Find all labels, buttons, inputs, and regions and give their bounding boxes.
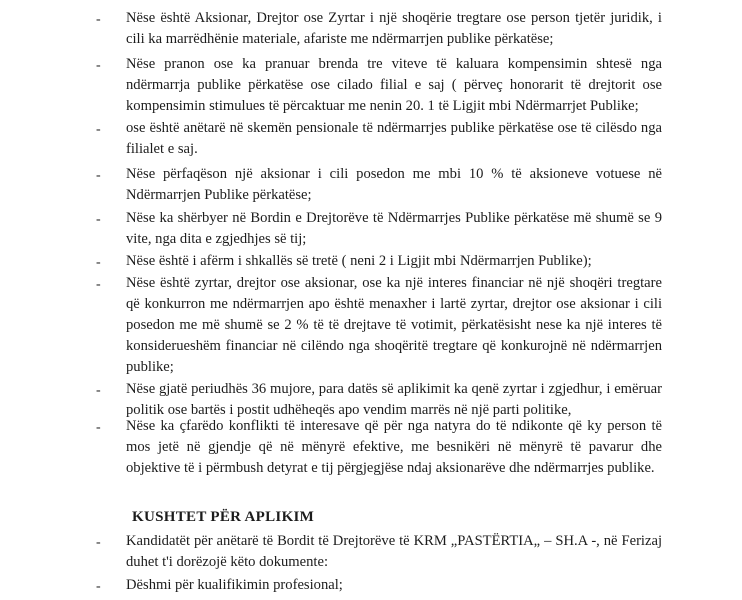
criterion-text: Nëse gjatë periudhës 36 mujore, para datës së aplikimit ka qenë zyrtar i zgjedhur, i emëruar politik ose bartës i postit udhëheqës apo vendim marrës në një parti politike,	[126, 381, 662, 418]
list-item	[96, 273, 662, 378]
list-item	[96, 379, 662, 421]
criterion-text: Nëse ka çfarëdo konflikti të interesave që për nga natyra do të ndikonte që ky person të mos jetë në gjendje që në mënyrë efektive, me besnikëri në mënyrë të pavarur dhe objektive të i përmbush detyrat e tij përgjegjëse ndaj aksionarëve dhe ndërmarrjes publike.	[126, 418, 662, 476]
bullet-dash: -	[96, 168, 101, 183]
list-item	[96, 54, 662, 117]
criterion-text: Nëse është i afërm i shkallës së tretë ( neni 2 i Ligjit mbi Ndërmarrjen Publike);	[126, 253, 592, 269]
section-heading: KUSHTET PËR APLIKIM	[132, 509, 315, 525]
list-item	[96, 531, 662, 573]
bullet-dash: -	[96, 255, 101, 270]
list-item	[96, 251, 662, 272]
criterion-text: Nëse ka shërbyer në Bordin e Drejtorëve të Ndërmarrjes Publike përkatëse më shumë se 9 vite, nga dita e zgjedhjes së tij;	[126, 210, 662, 247]
criterion-text: Nëse pranon ose ka pranuar brenda tre viteve të kaluara kompensimin shtesë nga ndërmarrja publike përkatëse ose cilado filial e saj ( përveç honorarit të drejtorit ose kompensimin stimulues të përcaktuar me nenin 20. 1 të Ligjit mbi Ndërmarrjet Publike;	[126, 56, 662, 114]
bullet-dash: -	[96, 12, 101, 27]
list-item	[96, 575, 662, 596]
bullet-dash: -	[96, 383, 101, 398]
list-item	[96, 416, 662, 479]
bullet-dash: -	[96, 122, 101, 137]
application-text: Dëshmi për kualifikimin profesional;	[126, 577, 343, 593]
criterion-text: Nëse është zyrtar, drejtor ose aksionar, ose ka një interes financiar në një shoqëri tregtare që konkurron me ndërmarrjen apo është menaxher i lartë zyrtar, drejtor ose aksionar i cili posedon me më shumë se 2 % të të drejtave të votimit, përkatësisht nese ka një interes të konsiderueshëm financiar në cilëndo nga shoqëritë tregtare që konkurojnë në ndërmarrjen publike;	[126, 275, 662, 375]
criterion-text: ose është anëtarë në skemën pensionale të ndërmarrjes publike përkatëse ose të cilësdo nga filialet e saj.	[126, 120, 662, 157]
list-item	[96, 118, 662, 160]
list-item	[96, 208, 662, 250]
list-item	[96, 164, 662, 206]
bullet-dash: -	[96, 535, 101, 550]
application-text: Kandidatët për anëtarë të Bordit të Drejtorëve të KRM „PASTËRTIA„ – SH.A -, në Ferizaj duhet t'i dorëzojë këto dokumente:	[126, 533, 662, 570]
criterion-text: Nëse përfaqëson një aksionar i cili posedon me mbi 10 % të aksioneve votuese në Ndërmarrjen Publike përkatëse;	[126, 166, 662, 203]
bullet-dash: -	[96, 579, 101, 594]
criterion-text: Nëse është Aksionar, Drejtor ose Zyrtar i një shoqërie tregtare ose person tjetër juridik, i cili ka marrëdhënie materiale, afariste me ndërmarrjen publike përkatëse;	[126, 10, 662, 47]
list-item	[96, 8, 662, 50]
bullet-dash: -	[96, 58, 101, 73]
bullet-dash: -	[96, 212, 101, 227]
bullet-dash: -	[96, 420, 101, 435]
bullet-dash: -	[96, 277, 101, 292]
